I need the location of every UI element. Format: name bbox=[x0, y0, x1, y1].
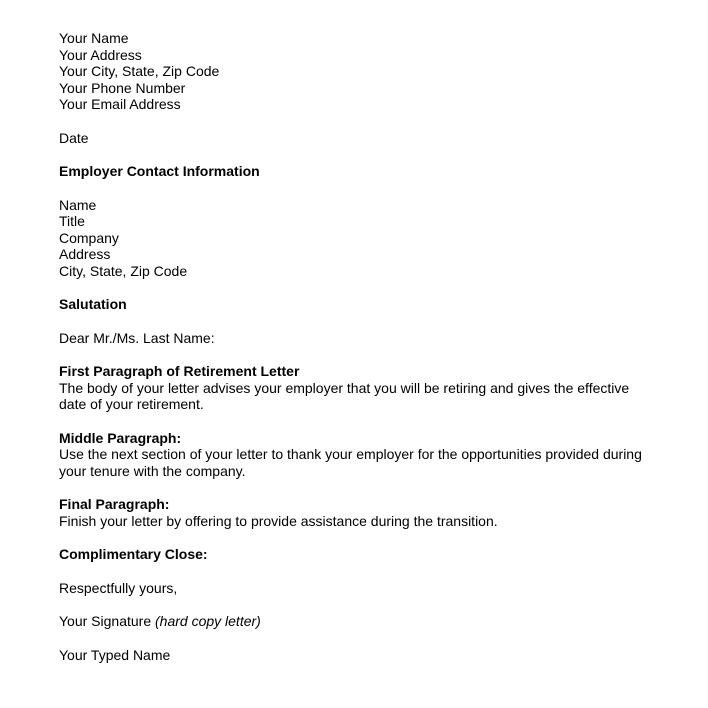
employer-company: Company bbox=[59, 229, 119, 246]
sender-city-state-zip: Your City, State, Zip Code bbox=[59, 63, 220, 79]
signature-note: (hard copy letter) bbox=[155, 613, 261, 629]
employer-city-state-zip: City, State, Zip Code bbox=[59, 262, 188, 279]
first-paragraph-body-line: The body of your letter advises your employer that you will be retiring and gives the effective bbox=[59, 379, 630, 396]
salutation-heading: Salutation bbox=[59, 296, 127, 312]
middle-paragraph-body-line: Use the next section of your letter to thank your employer for the opportunities provided during bbox=[59, 446, 642, 462]
closing-text: Respectfully yours, bbox=[59, 579, 178, 596]
date: Date bbox=[59, 129, 89, 146]
sender-phone: Your Phone Number bbox=[59, 79, 186, 96]
sender-email: Your Email Address bbox=[59, 96, 181, 112]
closing-heading: Complimentary Close: bbox=[59, 546, 208, 562]
employer-address: Address bbox=[59, 246, 111, 262]
final-paragraph bbox=[59, 496, 659, 529]
first-paragraph bbox=[59, 363, 659, 413]
final-paragraph-heading: Final Paragraph: bbox=[59, 496, 170, 512]
sender-name: Your Name bbox=[59, 30, 129, 46]
letter-template bbox=[59, 30, 659, 663]
salutation-text: Dear Mr./Ms. Last Name: bbox=[59, 329, 215, 346]
employer-heading: Employer Contact Information bbox=[59, 163, 260, 179]
sender-block bbox=[59, 30, 659, 113]
typed-name: Your Typed Name bbox=[59, 646, 171, 663]
employer-block bbox=[59, 197, 659, 280]
middle-paragraph bbox=[59, 430, 659, 480]
signature-line bbox=[59, 613, 659, 630]
employer-title: Title bbox=[59, 213, 85, 229]
final-paragraph-body: Finish your letter by offering to provide assistance during the transition. bbox=[59, 512, 498, 529]
first-paragraph-heading: First Paragraph of Retirement Letter bbox=[59, 363, 300, 379]
first-paragraph-body-line: date of your retirement. bbox=[59, 396, 204, 412]
signature-label: Your Signature bbox=[59, 613, 152, 629]
middle-paragraph-heading: Middle Paragraph: bbox=[59, 429, 182, 446]
employer-name: Name bbox=[59, 196, 97, 213]
sender-address: Your Address bbox=[59, 46, 142, 63]
middle-paragraph-body-line: your tenure with the company. bbox=[59, 462, 246, 479]
